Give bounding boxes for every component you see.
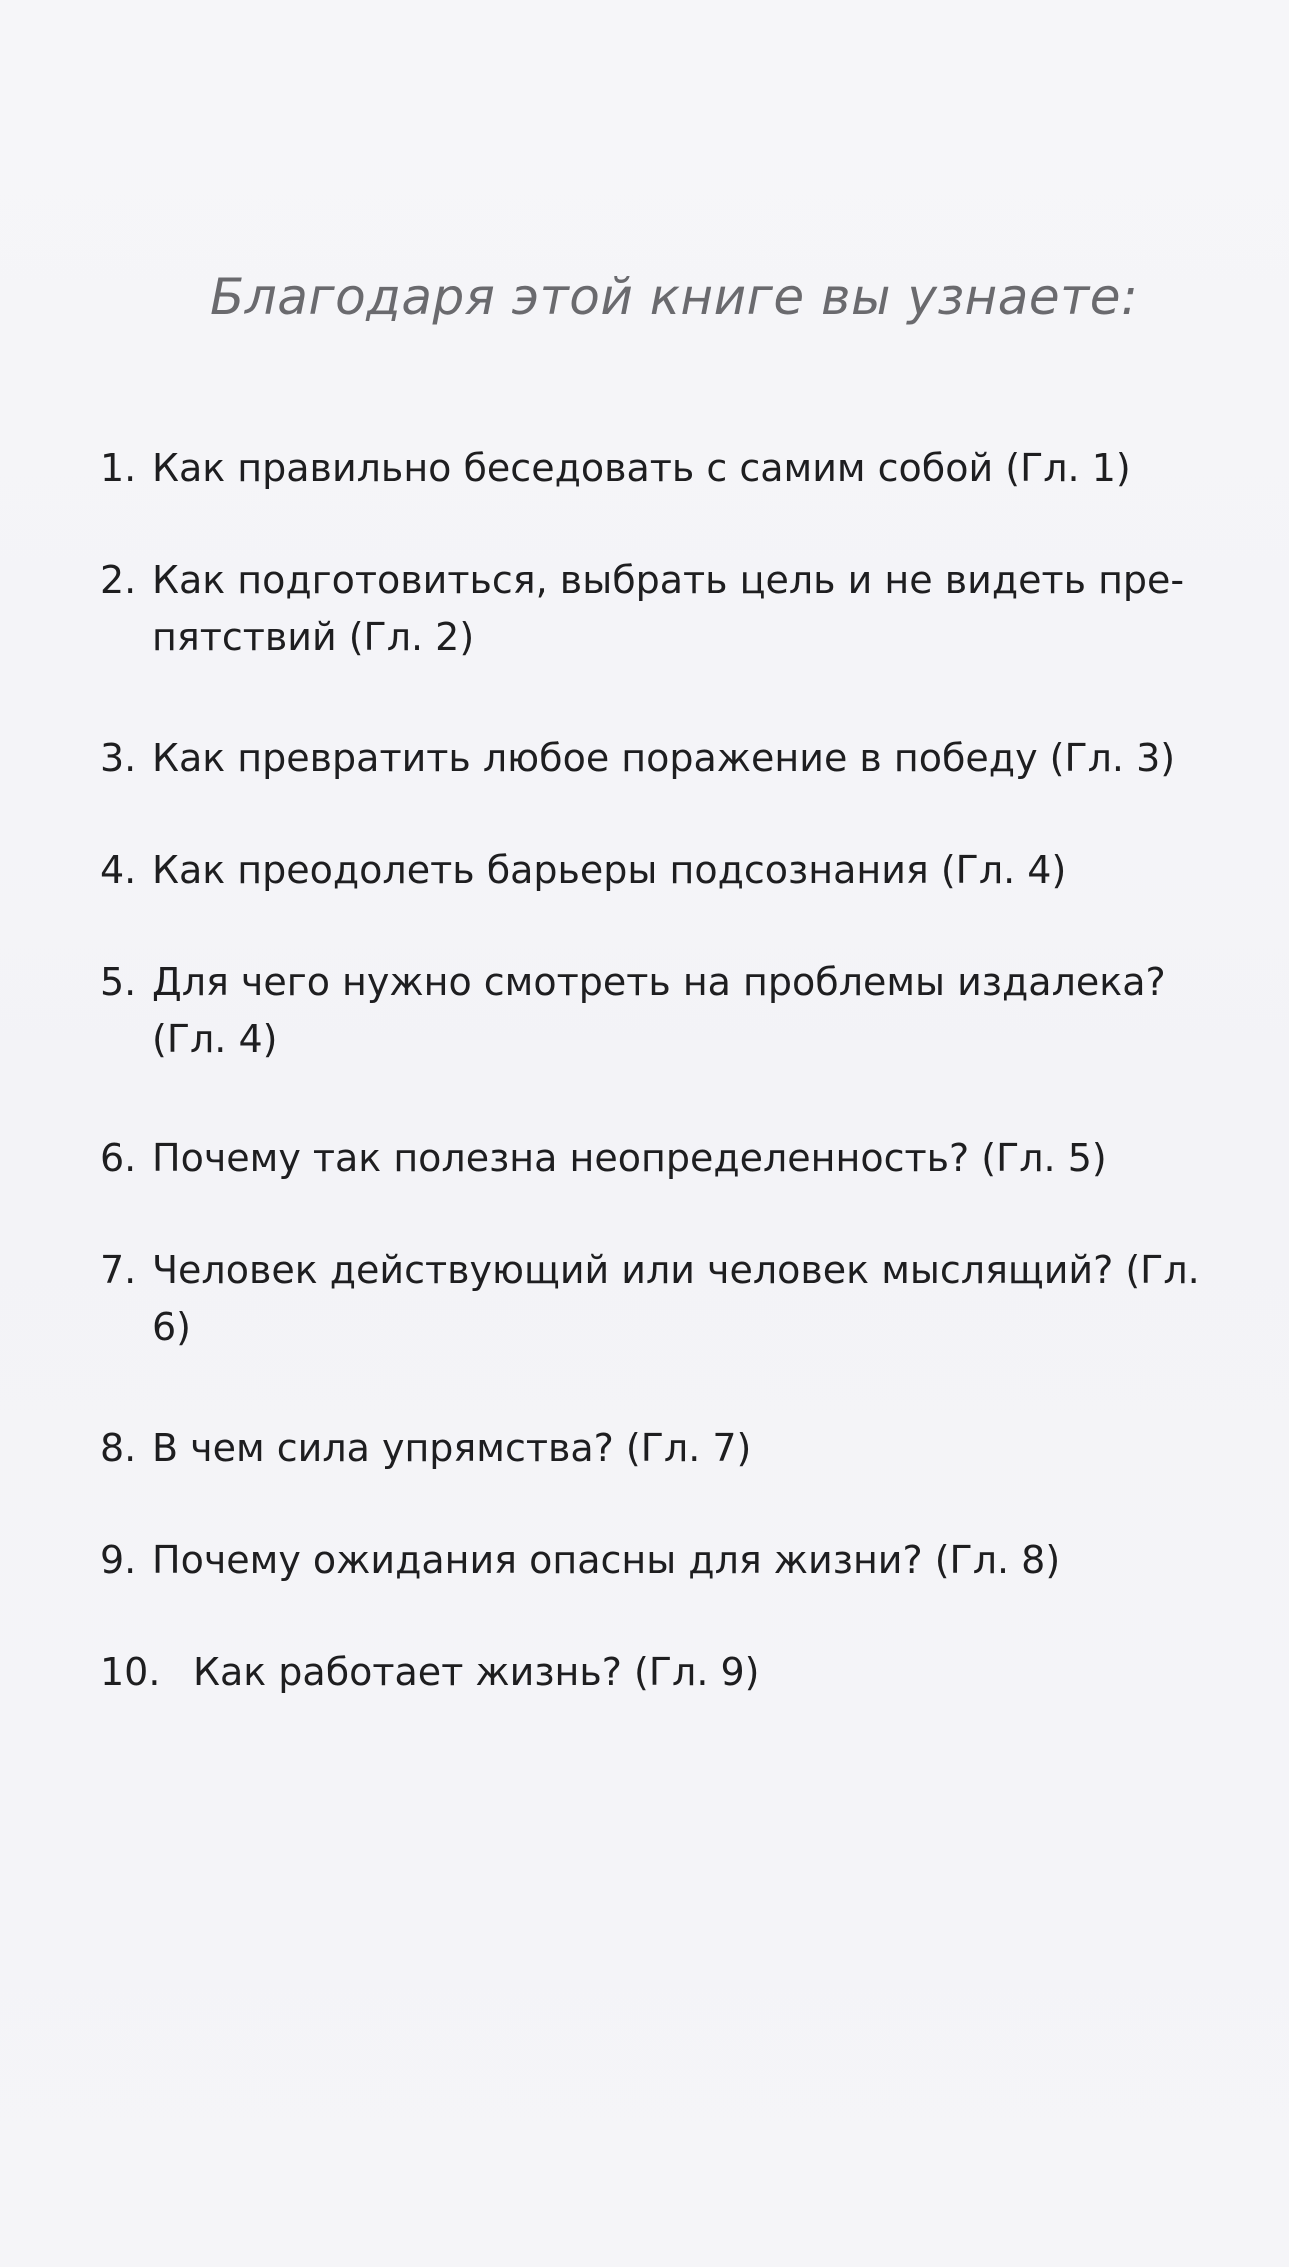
list-item — [100, 1420, 1230, 1477]
item-text: Как работает жизнь? (Гл. 9) — [193, 1650, 760, 1694]
item-text: Как правильно беседовать с самим собой (Гл. 1) — [152, 446, 1131, 490]
item-number: 6. — [100, 1136, 137, 1180]
list-item — [100, 440, 1230, 497]
item-text: Человек действующий или человек мыслящий? (Гл. 6) — [152, 1248, 1200, 1349]
list-item — [100, 1532, 1230, 1589]
list-item — [100, 842, 1230, 899]
item-number: 3. — [100, 736, 137, 780]
list-item — [100, 1130, 1230, 1187]
list-item — [100, 552, 1230, 666]
list-item — [100, 1242, 1230, 1356]
item-number: 9. — [100, 1538, 137, 1582]
item-number: 7. — [100, 1248, 137, 1292]
item-text: В чем сила упрямства? (Гл. 7) — [152, 1426, 752, 1470]
page-heading: Благодаря этой книге вы узнаете: — [210, 268, 1139, 326]
item-text: Как превратить любое поражение в победу (Гл. 3) — [152, 736, 1176, 780]
list-item — [100, 1644, 1230, 1701]
item-text: Как подготовиться, выбрать цель и не видеть пре-пятствий (Гл. 2) — [152, 558, 1185, 659]
item-text: Для чего нужно смотреть на проблемы издалека? (Гл. 4) — [152, 960, 1166, 1061]
item-number: 8. — [100, 1426, 137, 1470]
item-text: Почему так полезна неопределенность? (Гл. 5) — [152, 1136, 1107, 1180]
item-text: Как преодолеть барьеры подсознания (Гл. 4) — [152, 848, 1067, 892]
item-text: Почему ожидания опасны для жизни? (Гл. 8) — [152, 1538, 1061, 1582]
item-number: 2. — [100, 558, 137, 602]
item-number: 4. — [100, 848, 137, 892]
item-number: 5. — [100, 960, 137, 1004]
item-number: 1. — [100, 446, 137, 490]
list-item — [100, 954, 1230, 1068]
item-number: 10. — [100, 1650, 161, 1694]
list-item — [100, 730, 1230, 787]
